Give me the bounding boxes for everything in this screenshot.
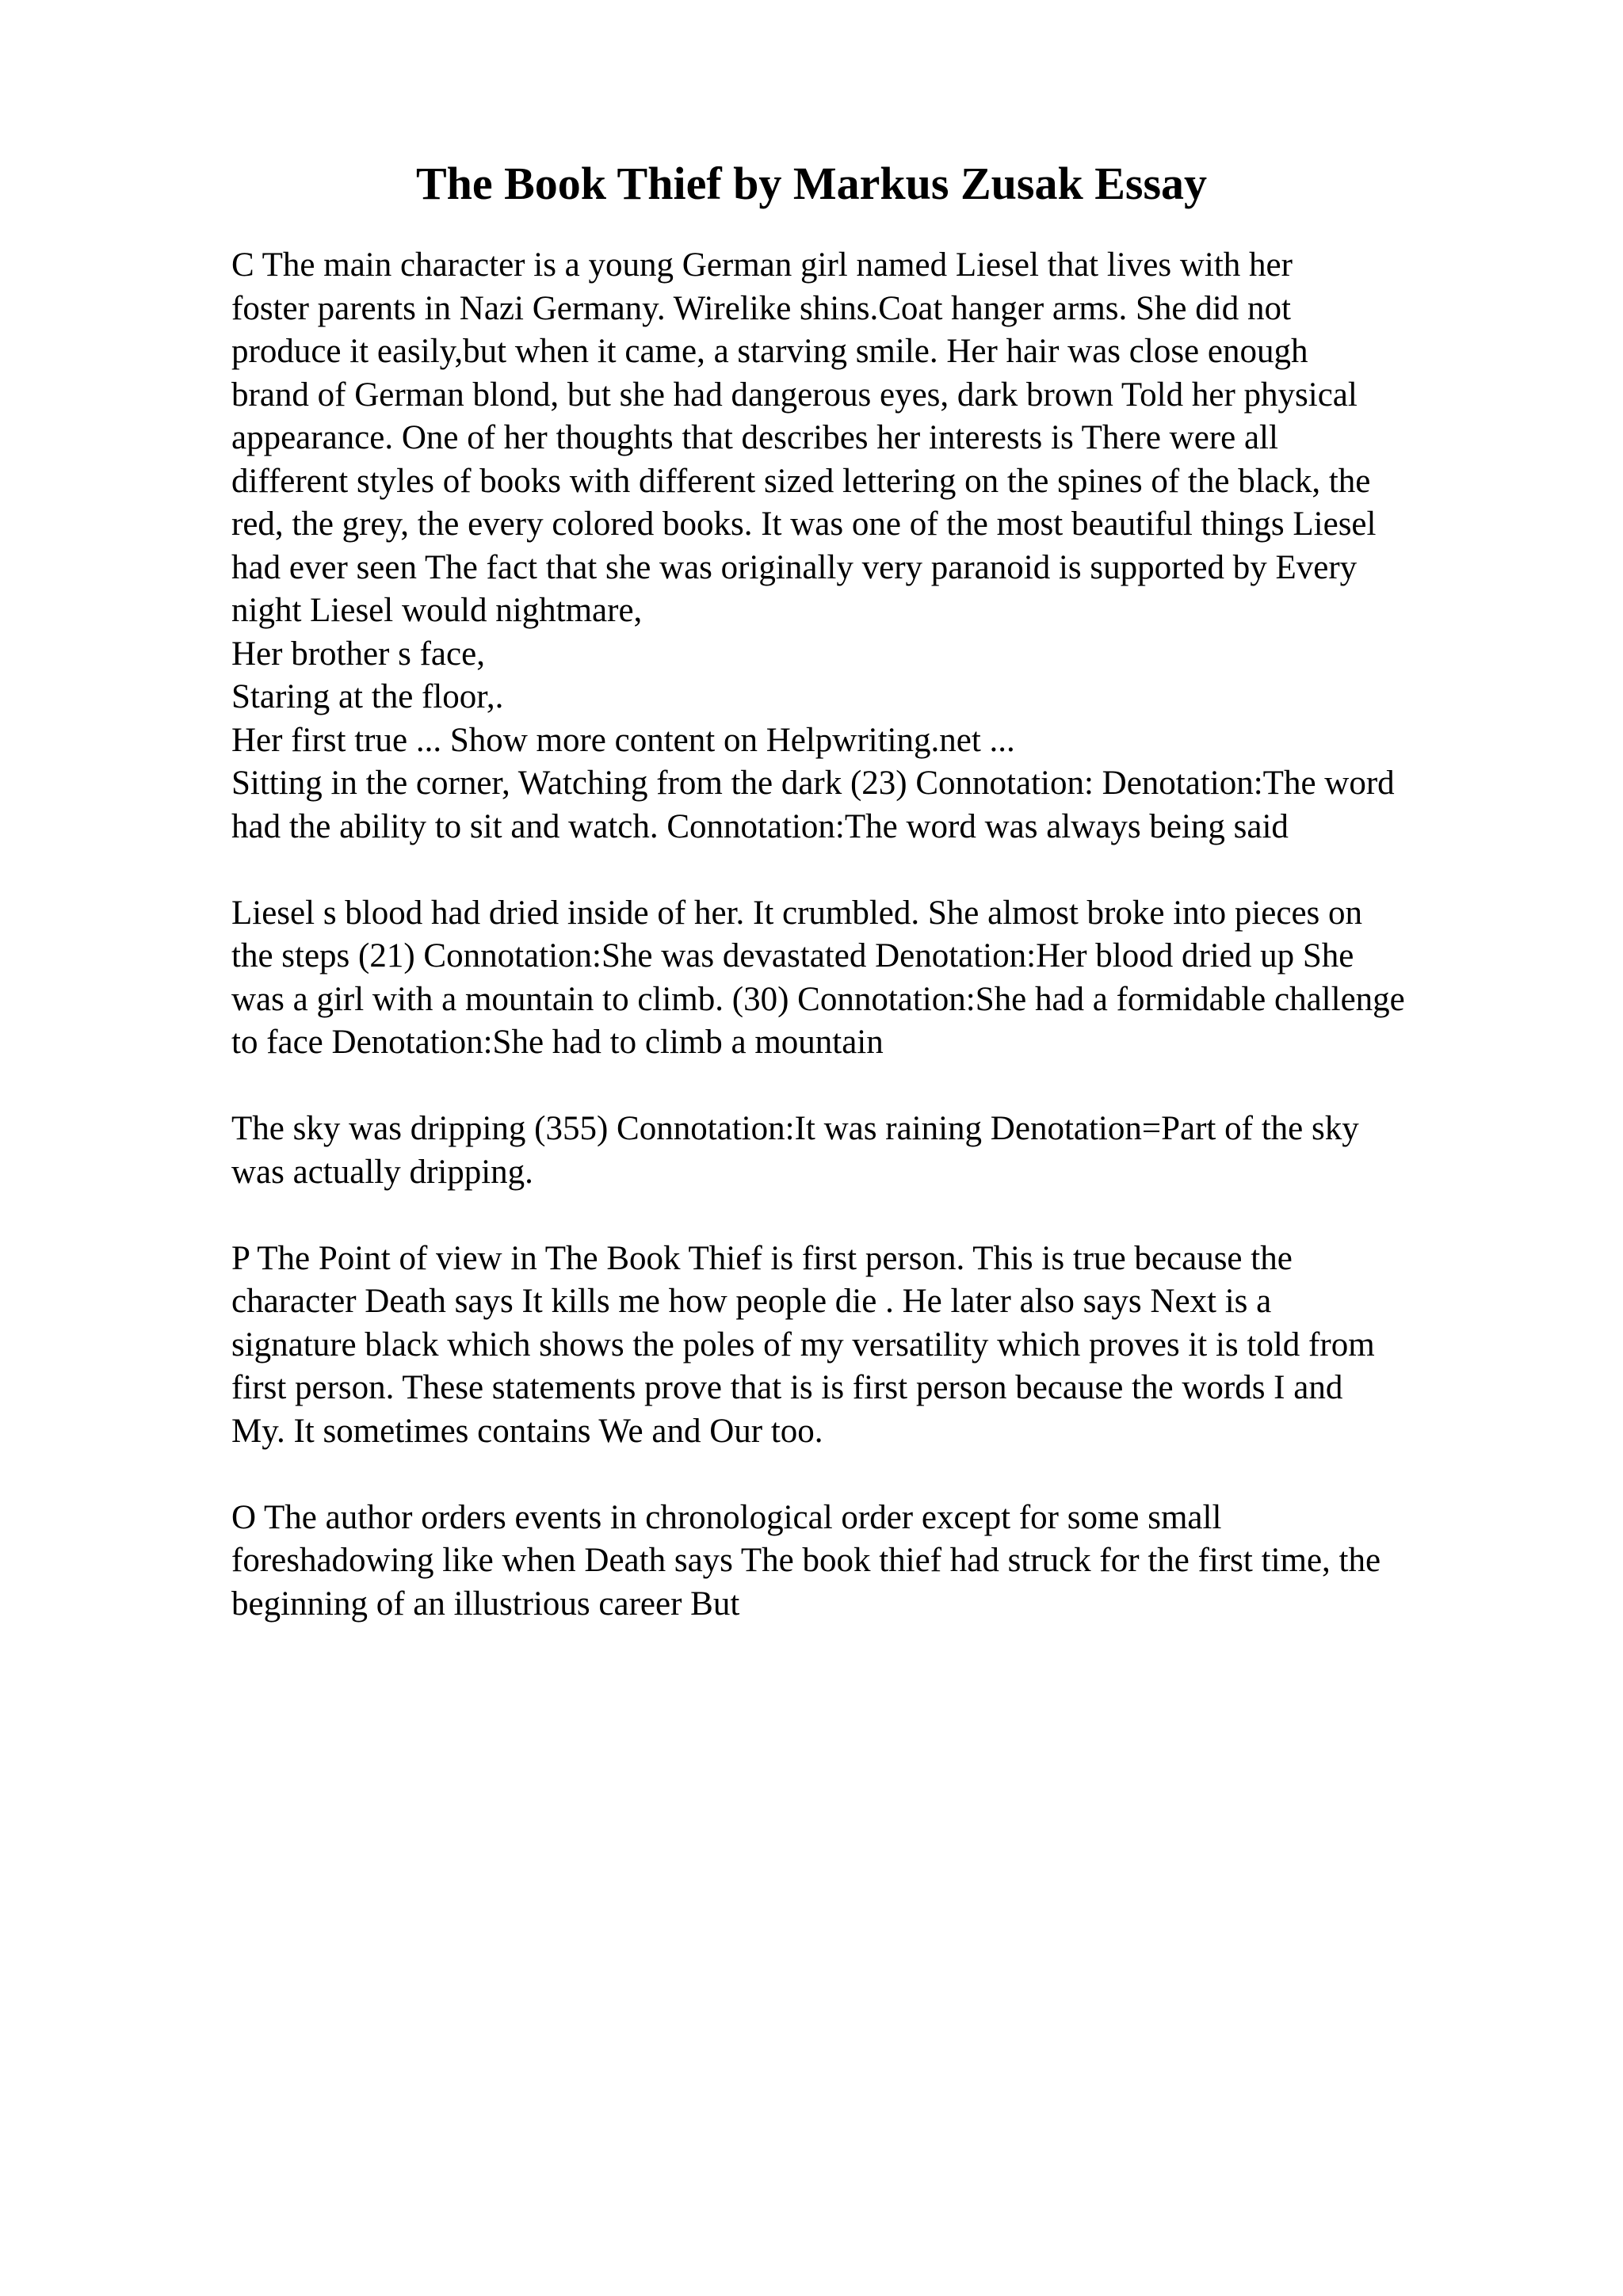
text-line: O The author orders events in chronological order except for some small xyxy=(231,1498,1222,1536)
text-line: C The main character is a young German girl named Liesel that lives with her xyxy=(231,246,1293,284)
text-line: foster parents in Nazi Germany. Wirelike shins.Coat hanger arms. She did not xyxy=(231,289,1291,327)
text-line: P The Point of view in The Book Thief is first person. This is true because the xyxy=(231,1239,1293,1277)
text-line: beginning of an illustrious career But xyxy=(231,1585,740,1623)
paragraph-gap xyxy=(231,849,1515,892)
text-line: signature black which shows the poles of my versatility which proves it is told from xyxy=(231,1325,1375,1363)
essay-body xyxy=(231,244,1515,1626)
text-line: Sitting in the corner, Watching from the dark (23) Connotation: Denotation:The word xyxy=(231,765,1395,802)
text-line: had the ability to sit and watch. Connotation:The word was always being said xyxy=(231,807,1289,845)
text-line: My. It sometimes contains We and Our too. xyxy=(231,1412,823,1450)
text-line: to face Denotation:She had to climb a mountain xyxy=(231,1024,884,1061)
text-line: produce it easily,but when it came, a starving smile. Her hair was close enough xyxy=(231,333,1308,370)
text-line: character Death says It kills me how people die . He later also says Next is a xyxy=(231,1283,1272,1320)
text-line: was actually dripping. xyxy=(231,1153,533,1191)
text-line: the steps (21) Connotation:She was devastated Denotation:Her blood dried up She xyxy=(231,937,1354,974)
text-line: The sky was dripping (355) Connotation:It was raining Denotation=Part of the sky xyxy=(231,1110,1359,1147)
text-line: night Liesel would nightmare, xyxy=(231,592,643,629)
text-line: Her first true ... Show more content on Helpwriting.net ... xyxy=(231,721,1015,759)
paragraph-gap xyxy=(231,1194,1515,1238)
text-line: had ever seen The fact that she was originally very paranoid is supported by Every xyxy=(231,548,1358,586)
text-line: Her brother s face, xyxy=(231,635,485,673)
text-line: first person. These statements prove that is is first person because the words I and xyxy=(231,1369,1343,1406)
document-title: The Book Thief by Markus Zusak Essay xyxy=(415,158,1208,209)
text-line: was a girl with a mountain to climb. (30) Connotation:She had a formidable challenge xyxy=(231,980,1405,1018)
text-line: different styles of books with different sized lettering on the spines of the black, the xyxy=(231,462,1371,500)
text-line: Staring at the floor,. xyxy=(231,678,504,715)
text-line: Liesel s blood had dried inside of her. It crumbled. She almost broke into pieces on xyxy=(231,894,1363,932)
paragraph-gap xyxy=(231,1065,1515,1108)
text-line: foreshadowing like when Death says The book thief had struck for the first time, the xyxy=(231,1542,1381,1579)
text-line: red, the grey, the every colored books. It was one of the most beautiful things Liesel xyxy=(231,505,1377,543)
text-line: appearance. One of her thoughts that describes her interests is There were all xyxy=(231,419,1278,456)
paragraph-gap xyxy=(231,1453,1515,1497)
text-line: brand of German blond, but she had dangerous eyes, dark brown Told her physical xyxy=(231,376,1358,414)
